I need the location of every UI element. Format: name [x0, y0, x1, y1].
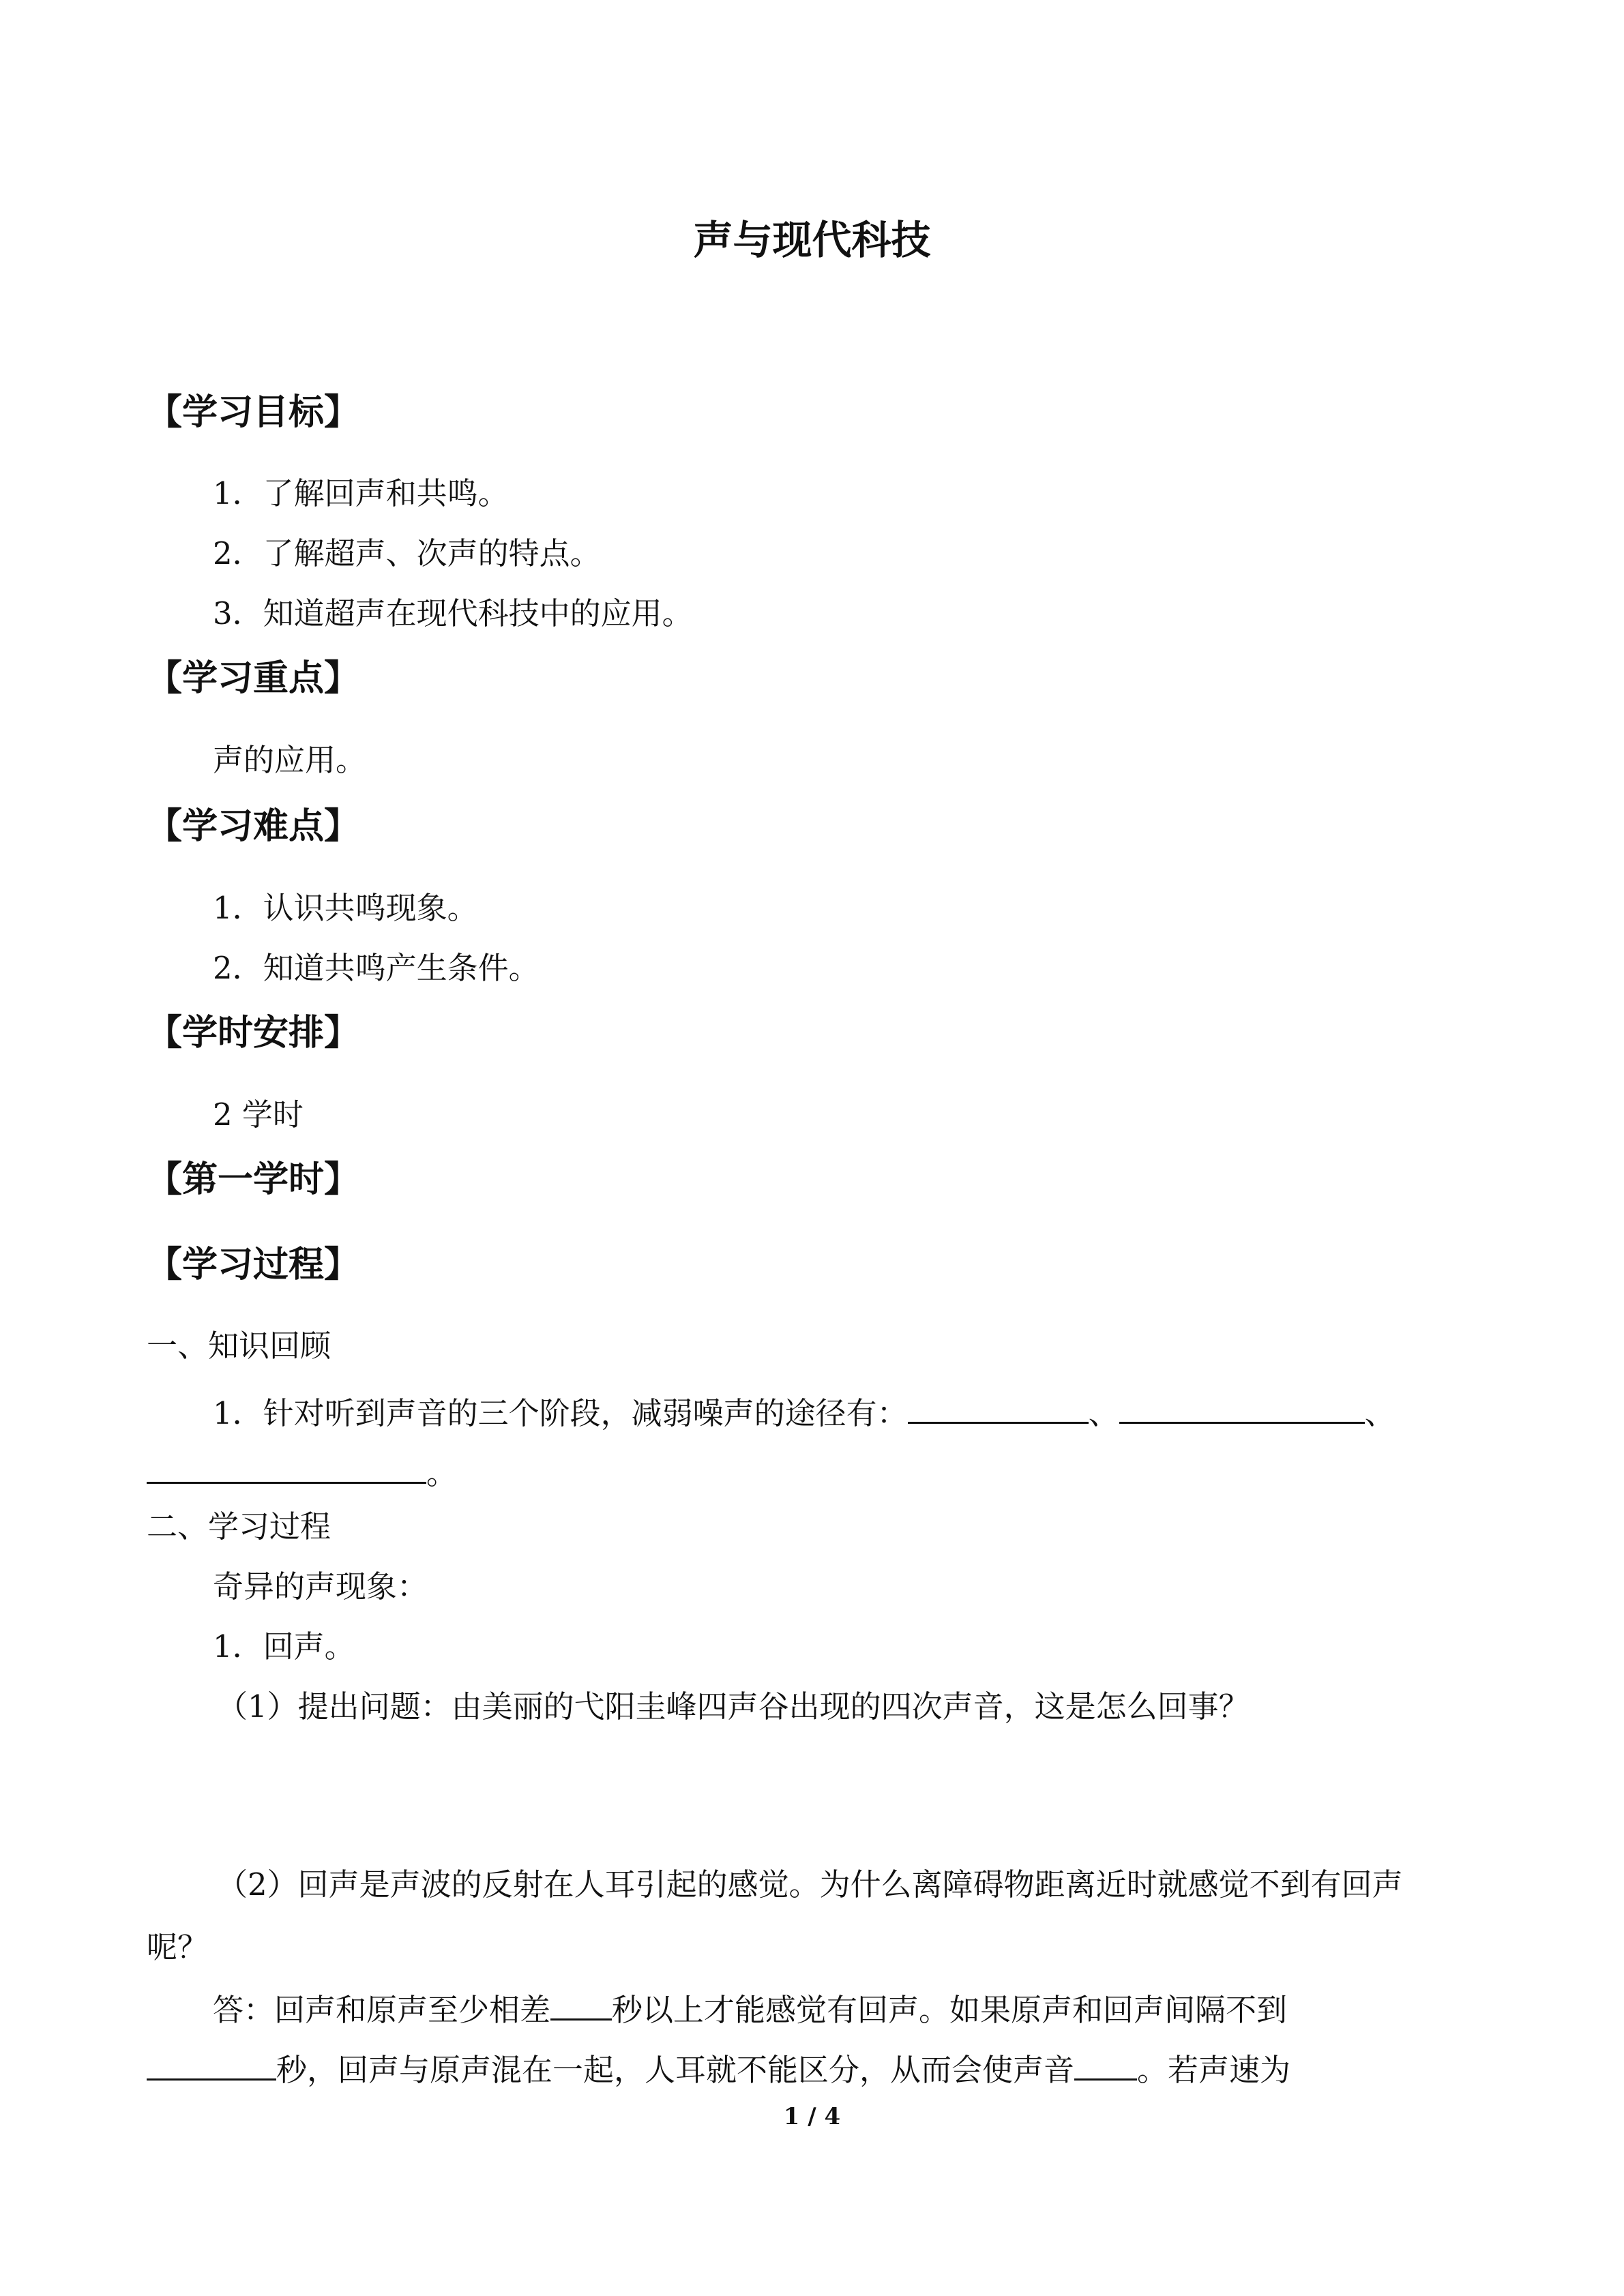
answer-text: 答：回声和原声至少相差 — [213, 1992, 551, 2028]
echo-question-2-line-1: （2）回声是声波的反射在人耳引起的感觉。为什么离障碍物距离近时就感觉不到有回声 — [217, 1866, 1403, 1903]
review-question-1-text: 1．针对听到声音的三个阶段，减弱噪声的途径有： — [213, 1395, 908, 1431]
answer-line-1 — [213, 1986, 1287, 2032]
learning-intro: 奇异的声现象： — [213, 1568, 428, 1605]
heading-difficulties: 【学习难点】 — [147, 806, 360, 847]
heading-objectives: 【学习目标】 — [147, 392, 360, 433]
answer-text: 秒以上才能感觉有回声。如果原声和回声间隔不到 — [612, 1992, 1288, 2028]
separator: 、 — [1364, 1395, 1396, 1431]
difficulty-item-1: 1．认识共鸣现象。 — [213, 890, 478, 926]
answer-text: 秒，回声与原声混在一起，人耳就不能区分，从而会使声音 — [276, 2052, 1075, 2088]
learning-title: 二、学习过程 — [147, 1508, 331, 1545]
difficulty-item-2: 2．知道共鸣产生条件。 — [213, 950, 540, 986]
key-points-text: 声的应用。 — [213, 742, 367, 778]
objective-item-3: 3．知道超声在现代科技中的应用。 — [213, 595, 693, 631]
heading-process: 【学习过程】 — [147, 1244, 360, 1285]
objective-item-1: 1．了解回声和共鸣。 — [213, 475, 509, 511]
answer-blank[interactable] — [1119, 1389, 1365, 1424]
heading-first-period: 【第一学时】 — [147, 1159, 360, 1200]
answer-text: 。若声速为 — [1137, 2052, 1291, 2088]
separator: 、 — [1088, 1395, 1119, 1431]
answer-blank[interactable] — [147, 1449, 426, 1484]
review-question-1 — [213, 1389, 1396, 1435]
review-title: 一、知识回顾 — [147, 1328, 331, 1364]
page-number: 1 / 4 — [783, 2103, 841, 2130]
answer-line-2 — [147, 2046, 1290, 2092]
answer-blank[interactable] — [147, 2046, 276, 2081]
answer-blank[interactable] — [908, 1389, 1089, 1424]
heading-schedule: 【学时安排】 — [147, 1013, 360, 1054]
heading-key-points: 【学习重点】 — [147, 658, 360, 699]
echo-title: 1．回声。 — [213, 1628, 355, 1665]
review-question-1-cont — [147, 1449, 457, 1495]
objective-item-2: 2．了解超声、次声的特点。 — [213, 535, 601, 571]
answer-blank[interactable] — [1074, 2046, 1137, 2081]
page-title: 声与现代科技 — [693, 217, 931, 263]
sentence-end: 。 — [426, 1455, 458, 1491]
echo-question-1: （1）提出问题：由美丽的弋阳圭峰四声谷出现的四次声音，这是怎么回事？ — [217, 1688, 1250, 1725]
echo-question-2-line-2: 呢？ — [147, 1929, 209, 1965]
answer-blank[interactable] — [550, 1986, 612, 2021]
schedule-text: 2 学时 — [213, 1097, 304, 1133]
